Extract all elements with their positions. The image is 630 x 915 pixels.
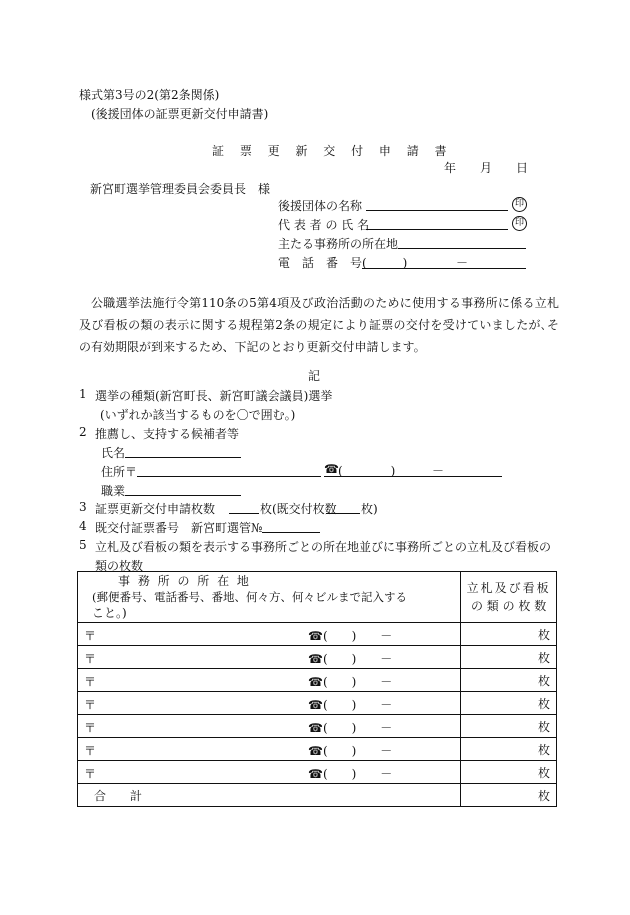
table-header-row xyxy=(78,572,557,623)
count-column-header xyxy=(461,572,557,623)
group-name-line[interactable] xyxy=(366,196,508,211)
item4-number: 4 xyxy=(79,519,87,533)
office-count-cell[interactable]: 枚 xyxy=(461,623,557,646)
office-count-cell[interactable]: 枚 xyxy=(461,646,557,669)
candidate-address-line[interactable] xyxy=(137,462,321,477)
office-address-cell[interactable] xyxy=(78,623,461,646)
renewal-count-line[interactable] xyxy=(229,499,259,514)
table-row xyxy=(78,623,557,646)
table-row xyxy=(78,669,557,692)
office-count-cell[interactable]: 枚 xyxy=(461,715,557,738)
form-subtitle: (後援団体の証票更新交付申請書) xyxy=(91,107,269,121)
addressee: 新宮町選挙管理委員会委員長 様 xyxy=(90,182,271,196)
postal-mark: 〒 xyxy=(84,629,97,643)
office-address-cell[interactable] xyxy=(78,646,461,669)
date-day: 日 xyxy=(516,161,529,175)
offices-table xyxy=(77,571,557,807)
seal-mark-1: 印 xyxy=(512,197,527,212)
total-label: 合 計 xyxy=(78,784,461,807)
postal-mark: 〒 xyxy=(84,767,97,781)
phone-icon: ☎( ) － xyxy=(308,721,393,735)
table-row xyxy=(78,692,557,715)
phone-icon: ☎( ) － xyxy=(308,629,393,643)
postal-mark: 〒 xyxy=(84,652,97,666)
candidate-name-label: 氏名 xyxy=(101,446,126,460)
date-year: 年 xyxy=(444,161,457,175)
total-count-cell[interactable]: 枚 xyxy=(461,784,557,807)
item2-text: 推薦し、支持する候補者等 xyxy=(95,427,240,441)
item5-line2: 類の枚数 xyxy=(95,559,144,573)
candidate-address-label: 住所〒 xyxy=(101,465,138,479)
office-address-cell[interactable] xyxy=(78,738,461,761)
count-column-title2: の 類 の 枚 数 xyxy=(470,599,547,613)
representative-line[interactable] xyxy=(366,215,508,230)
candidate-name-line[interactable] xyxy=(125,443,241,458)
phone-icon: ☎( ) － xyxy=(308,675,393,689)
phone-icon: ☎( ) － xyxy=(308,744,393,758)
item5-line1: 立札及び看板の類を表示する事務所ごとの所在地並びに事務所ごとの立札及び看板の xyxy=(95,540,552,554)
phone-icon: ☎( ) － xyxy=(308,767,393,781)
page-title: 証 票 更 新 交 付 申 請 書 xyxy=(212,144,453,158)
item2-number: 2 xyxy=(79,425,87,439)
certificate-number-line[interactable] xyxy=(262,518,320,533)
office-count-cell[interactable]: 枚 xyxy=(461,738,557,761)
seal-mark-2: 印 xyxy=(512,216,527,231)
item4-text: 既交付証票番号 新宮町選管№ xyxy=(95,521,263,535)
office-address-label: 主たる事務所の所在地 xyxy=(278,237,399,251)
phone-icon: ☎( ) － xyxy=(308,698,393,712)
candidate-phone-paren: ( ) xyxy=(338,464,396,478)
item3-number: 3 xyxy=(79,500,87,514)
candidate-phone-line[interactable] xyxy=(324,462,502,477)
phone-icon: ☎ xyxy=(324,462,339,476)
ki-heading: 記 xyxy=(308,369,321,383)
postal-mark: 〒 xyxy=(84,744,97,758)
occupation-line[interactable] xyxy=(125,481,241,496)
table-row xyxy=(78,738,557,761)
postal-mark: 〒 xyxy=(84,698,97,712)
item3-text-a: 証票更新交付申請枚数 xyxy=(95,502,216,516)
postal-mark: 〒 xyxy=(84,675,97,689)
candidate-phone-dash: － xyxy=(432,464,445,478)
office-address-line[interactable] xyxy=(398,234,526,249)
phone-label: 電 話 番 号 xyxy=(278,256,363,270)
table-row xyxy=(78,761,557,784)
body-paragraph: 公職選挙法施行令第110条の5第4項及び政治活動のために使用する事務所に係る立札及び看板の類の表示に関する規程第2条の規定により証票の交付を受けていましたが､その有効期限が到来するため、下記のとおり更新交付申請します。 xyxy=(79,296,559,354)
item3-text-b: 枚(既交付枚数 xyxy=(260,502,337,516)
phone-icon: ☎( ) － xyxy=(308,652,393,666)
item1-text: 選挙の種類(新宮町長、新宮町議会議員)選挙 xyxy=(95,389,333,403)
count-column-title1: 立札及び看板 xyxy=(466,581,551,595)
phone-dash: － xyxy=(456,256,469,270)
office-address-cell[interactable] xyxy=(78,692,461,715)
address-column-note1: (郵便番号、電話番号、番地、何々方、何々ビルまで記入する xyxy=(92,590,407,604)
item1-number: 1 xyxy=(79,387,87,401)
issued-count-line[interactable] xyxy=(326,499,360,514)
address-column-header xyxy=(78,572,461,623)
item3-text-c: 枚) xyxy=(361,502,378,516)
office-count-cell[interactable]: 枚 xyxy=(461,761,557,784)
office-address-cell[interactable] xyxy=(78,669,461,692)
item5-number: 5 xyxy=(79,538,87,552)
table-row xyxy=(78,646,557,669)
occupation-label: 職業 xyxy=(101,484,126,498)
total-row xyxy=(78,784,557,807)
table-row xyxy=(78,715,557,738)
address-column-title: 事 務 所 の 所 在 地 xyxy=(118,574,251,588)
office-address-cell[interactable] xyxy=(78,715,461,738)
address-column-note2: こと。) xyxy=(92,606,127,620)
representative-label: 代 表 者 の 氏 名 xyxy=(278,218,370,232)
office-address-cell[interactable] xyxy=(78,761,461,784)
phone-line[interactable] xyxy=(362,254,526,269)
office-count-cell[interactable]: 枚 xyxy=(461,669,557,692)
item1-note: (いずれか該当するものを〇で囲む。) xyxy=(100,408,296,422)
form-number: 様式第3号の2(第2条関係) xyxy=(79,88,220,102)
group-name-label: 後援団体の名称 xyxy=(278,199,363,213)
postal-mark: 〒 xyxy=(84,721,97,735)
phone-paren: ( ) xyxy=(362,256,408,270)
date-month: 月 xyxy=(480,161,493,175)
office-count-cell[interactable]: 枚 xyxy=(461,692,557,715)
